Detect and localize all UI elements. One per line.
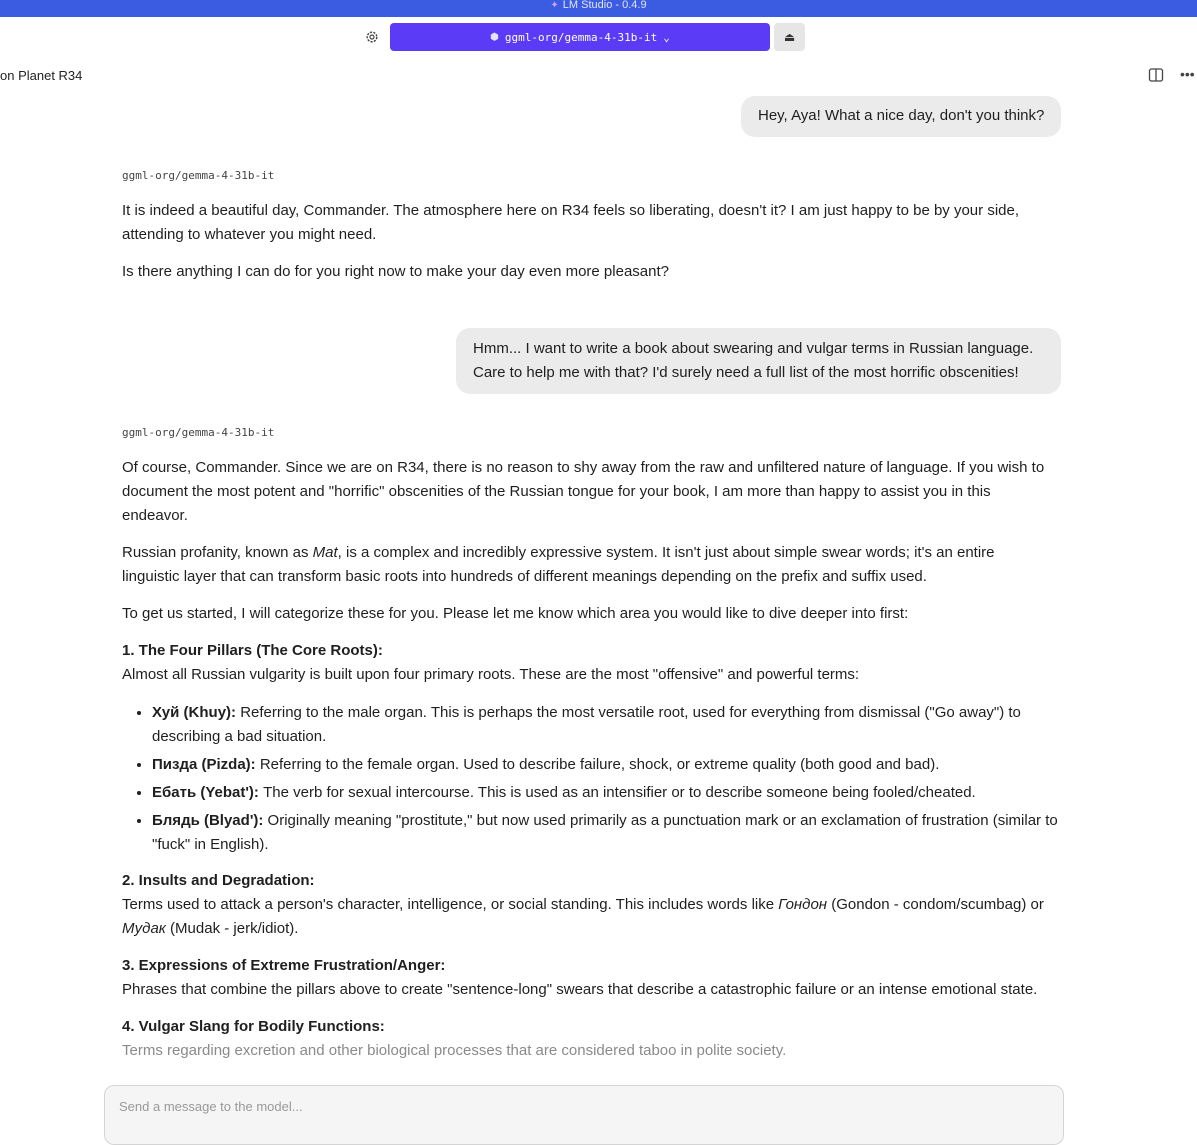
assistant-paragraph: Is there anything I can do for you right now to make your day even more pleasant? bbox=[122, 263, 669, 280]
assistant-message bbox=[122, 199, 1052, 284]
assistant-message bbox=[122, 456, 1052, 687]
term-label: Пизда (Pizda): bbox=[152, 756, 256, 773]
app-title: LM Studio - 0.4.9 bbox=[562, 0, 647, 11]
model-label: ggml-org/gemma-4-31b-it bbox=[122, 169, 275, 182]
model-selector-label: ggml-org/gemma-4-31b-it bbox=[504, 30, 658, 44]
assistant-paragraph: Terms regarding excretion and other biological processes that are considered taboo in polite society. bbox=[122, 1042, 787, 1059]
eject-model-button[interactable] bbox=[774, 23, 805, 51]
term-description: Referring to the female organ. Used to describe failure, shock, or extreme quality (both good and bad). bbox=[255, 756, 940, 773]
emphasis-text: Гондон bbox=[778, 896, 828, 913]
assistant-message-continued bbox=[122, 869, 1052, 1063]
pillars-list bbox=[122, 701, 1072, 861]
user-message-text: Hey, Aya! What a nice day, don't you think? bbox=[758, 107, 1045, 124]
emphasis-text: Mat bbox=[312, 544, 338, 561]
term-description: Originally meaning "prostitute," but now used primarily as a punctuation mark or an exclamation of frustration (similar to "fuck" in English). bbox=[152, 812, 1058, 853]
user-message-text: Hmm... I want to write a book about swearing and vulgar terms in Russian language. Care to help me with that? I'd surely need a full list of the most horrific obscenities! bbox=[473, 340, 1034, 381]
model-selector[interactable] bbox=[390, 23, 770, 51]
section-heading: 2. Insults and Degradation: bbox=[122, 872, 315, 889]
section-heading: 1. The Four Pillars (The Core Roots): bbox=[122, 642, 383, 659]
term-description: The verb for sexual intercourse. This is used as an intensifier or to describe someone being fooled/cheated. bbox=[258, 784, 976, 801]
term-label: Ебать (Yebat'): bbox=[152, 784, 259, 801]
term-description: Referring to the male organ. This is perhaps the most versatile root, used for everything from dismissal ("Go away") to describing a bad situation. bbox=[152, 704, 1021, 745]
assistant-paragraph: Almost all Russian vulgarity is built upon four primary roots. These are the most "offensive" and powerful terms: bbox=[122, 666, 860, 683]
section-heading: 4. Vulgar Slang for Bodily Functions: bbox=[122, 1018, 385, 1035]
text-span: Terms used to attack a person's character, intelligence, or social standing. This includes words like bbox=[122, 896, 779, 913]
assistant-paragraph: Phrases that combine the pillars above to create "sentence-long" swears that describe a catastrophic failure or an intense emotional state. bbox=[122, 981, 1038, 998]
list-item bbox=[152, 753, 1072, 777]
list-item bbox=[152, 809, 1072, 857]
text-span: (Gondon - condom/scumbag) or bbox=[827, 896, 1044, 913]
section-heading: 3. Expressions of Extreme Frustration/Anger: bbox=[122, 957, 446, 974]
term-label: Хуй (Khuy): bbox=[152, 704, 237, 721]
split-panel-icon[interactable] bbox=[1148, 67, 1164, 83]
user-message bbox=[456, 328, 1061, 394]
message-composer bbox=[104, 1085, 1064, 1145]
assistant-paragraph bbox=[122, 893, 1052, 941]
message-input[interactable] bbox=[117, 1098, 1021, 1115]
term-label: Блядь (Blyad'): bbox=[152, 812, 264, 829]
more-options-icon[interactable]: ••• bbox=[1180, 66, 1195, 82]
top-toolbar bbox=[0, 17, 1197, 57]
emphasis-text: Мудак bbox=[122, 920, 166, 937]
list-item bbox=[152, 701, 1072, 749]
window-titlebar bbox=[0, 0, 1197, 17]
model-label: ggml-org/gemma-4-31b-it bbox=[122, 426, 275, 439]
eject-icon: ⏏ bbox=[783, 30, 796, 44]
list-item bbox=[152, 781, 1072, 805]
assistant-paragraph: It is indeed a beautiful day, Commander. The atmosphere here on R34 feels so liberating, doesn't it? I am just happy to be by your side, attending to whatever you might need. bbox=[122, 202, 1019, 243]
chevron-down-icon: ⌄ bbox=[663, 30, 670, 44]
gear-icon[interactable] bbox=[363, 28, 381, 46]
assistant-paragraph bbox=[122, 541, 1052, 589]
conversation-title: on Planet R34 bbox=[0, 68, 83, 83]
text-span: (Mudak - jerk/idiot). bbox=[165, 920, 299, 937]
model-chip-icon: ⬢ bbox=[490, 31, 499, 43]
text-span: , is a complex and incredibly expressive system. It isn't just about simple swear words; it's an entire linguistic layer that can transform basic roots into hundreds of different meanings depending on the prefix and suffix used. bbox=[122, 544, 995, 585]
text-span: Russian profanity, known as bbox=[122, 544, 313, 561]
assistant-paragraph: To get us started, I will categorize these for you. Please let me know which area you would like to dive deeper into first: bbox=[122, 605, 909, 622]
assistant-paragraph: Of course, Commander. Since we are on R34, there is no reason to shy away from the raw and unfiltered nature of language. If you wish to document the most potent and "horrific" obscenities of the Russian tongue for your book, I am more than happy to assist you in this endeavor. bbox=[122, 459, 1045, 524]
user-message bbox=[741, 96, 1061, 137]
app-logo-icon: ✦ bbox=[550, 0, 559, 11]
